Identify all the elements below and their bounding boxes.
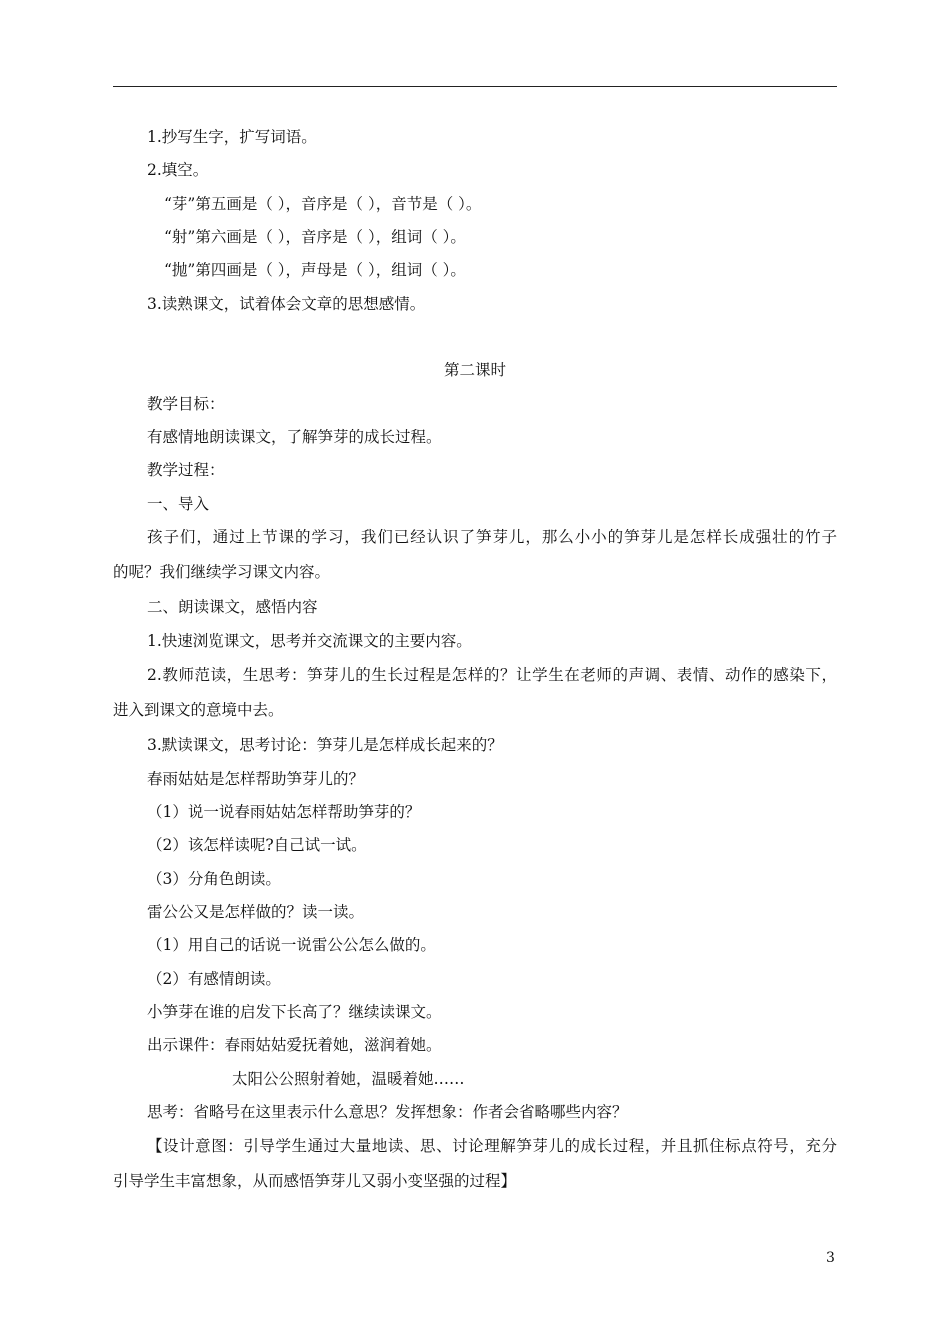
- part-1-heading: 一、导入: [147, 495, 210, 513]
- fill-blank-pao: “抛”第四画是（ ），声母是（ ），组词（ ）。: [164, 261, 466, 279]
- intro-paragraph-line-1: 孩子们，通过上节课的学习，我们已经认识了笋芽儿，那么小小的笋芽儿是怎样长成强壮的竹子: [147, 528, 837, 546]
- task-2: 2.填空。: [147, 161, 209, 179]
- fill-blank-ya: “芽”第五画是（ ），音序是（ ），音节是（ ）。: [164, 195, 482, 213]
- courseware-line-1: 出示课件：春雨姑姑爱抚着她，滋润着她。: [147, 1036, 442, 1054]
- header-rule: [113, 86, 837, 87]
- spring-rain-item-2: （2）该怎样读呢?自己试一试。: [147, 836, 367, 854]
- bamboo-grow-question: 小笋芽在谁的启发下长高了？继续读课文。: [147, 1003, 442, 1021]
- thunder-question: 雷公公又是怎样做的？读一读。: [147, 903, 365, 921]
- part-2-heading: 二、朗读课文，感悟内容: [147, 598, 318, 616]
- thunder-item-2: （2）有感情朗读。: [147, 970, 281, 988]
- design-intent-line-1: 【设计意图：引导学生通过大量地读、思、讨论理解笋芽儿的成长过程，并且抓住标点符号，充分: [147, 1137, 837, 1155]
- page-number: 3: [826, 1250, 835, 1266]
- spring-rain-question: 春雨姑姑是怎样帮助笋芽儿的？: [147, 770, 365, 788]
- intro-paragraph-line-2: 的呢？我们继续学习课文内容。: [113, 563, 331, 581]
- ellipsis-question: 思考：省略号在这里表示什么意思？发挥想象：作者会省略哪些内容？: [147, 1103, 628, 1121]
- spring-rain-item-1: （1）说一说春雨姑姑怎样帮助笋芽的？: [147, 803, 421, 821]
- fill-blank-she: “射”第六画是（ ），音序是（ ），组词（ ）。: [164, 228, 466, 246]
- task-3: 3.读熟课文，试着体会文章的思想感情。: [147, 295, 426, 313]
- section-title: 第二课时: [443, 361, 506, 379]
- step-2-line-1: 2.教师范读，生思考：笋芽儿的生长过程是怎样的？让学生在老师的声调、表情、动作的感染下，: [147, 666, 837, 684]
- thunder-item-1: （1）用自己的话说一说雷公公怎么做的。: [147, 936, 436, 954]
- teaching-goal-text: 有感情地朗读课文，了解笋芽的成长过程。: [147, 428, 442, 446]
- step-2-line-2: 进入到课文的意境中去。: [113, 701, 284, 719]
- step-1: 1.快速浏览课文，思考并交流课文的主要内容。: [147, 632, 472, 650]
- teaching-process-heading: 教学过程：: [147, 461, 225, 479]
- design-intent-line-2: 引导学生丰富想象，从而感悟笋芽儿又弱小变坚强的过程】: [113, 1172, 517, 1190]
- step-3: 3.默读课文，思考讨论：笋芽儿是怎样成长起来的？: [147, 736, 503, 754]
- spring-rain-item-3: （3）分角色朗读。: [147, 870, 281, 888]
- teaching-goal-heading: 教学目标：: [147, 395, 225, 413]
- task-1: 1.抄写生字，扩写词语。: [147, 128, 317, 146]
- courseware-line-2: 太阳公公照射着她，温暖着她……: [232, 1070, 465, 1088]
